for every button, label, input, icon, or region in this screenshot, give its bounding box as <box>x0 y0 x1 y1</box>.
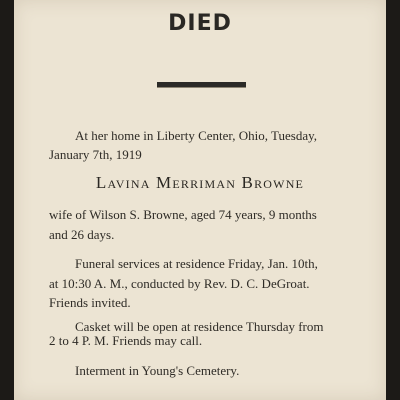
funeral-line-2: at 10:30 A. M., conducted by Rev. D. C. DeGroat. <box>49 276 310 291</box>
description-line-2: and 26 days. <box>49 227 115 242</box>
intro-line-2: January 7th, 1919 <box>49 147 142 162</box>
casket-line-1: Casket will be open at residence Thursday from <box>75 319 324 334</box>
deceased-name: Lavina Merriman Browne <box>95 173 305 192</box>
description-line-1: wife of Wilson S. Browne, aged 74 years, 9 months <box>49 207 317 222</box>
heading: DIED <box>168 11 232 36</box>
casket-line-2: 2 to 4 P. M. Friends may call. <box>49 333 203 348</box>
intro-line-1: At her home in Liberty Center, Ohio, Tuesday, <box>75 128 317 143</box>
funeral-notice-card <box>14 0 386 400</box>
divider-rule-shadow <box>157 87 246 88</box>
interment-line: Interment in Young's Cemetery. <box>75 363 240 378</box>
funeral-line-1: Funeral services at residence Friday, Jan. 10th, <box>75 256 318 271</box>
funeral-line-3: Friends invited. <box>49 295 131 310</box>
